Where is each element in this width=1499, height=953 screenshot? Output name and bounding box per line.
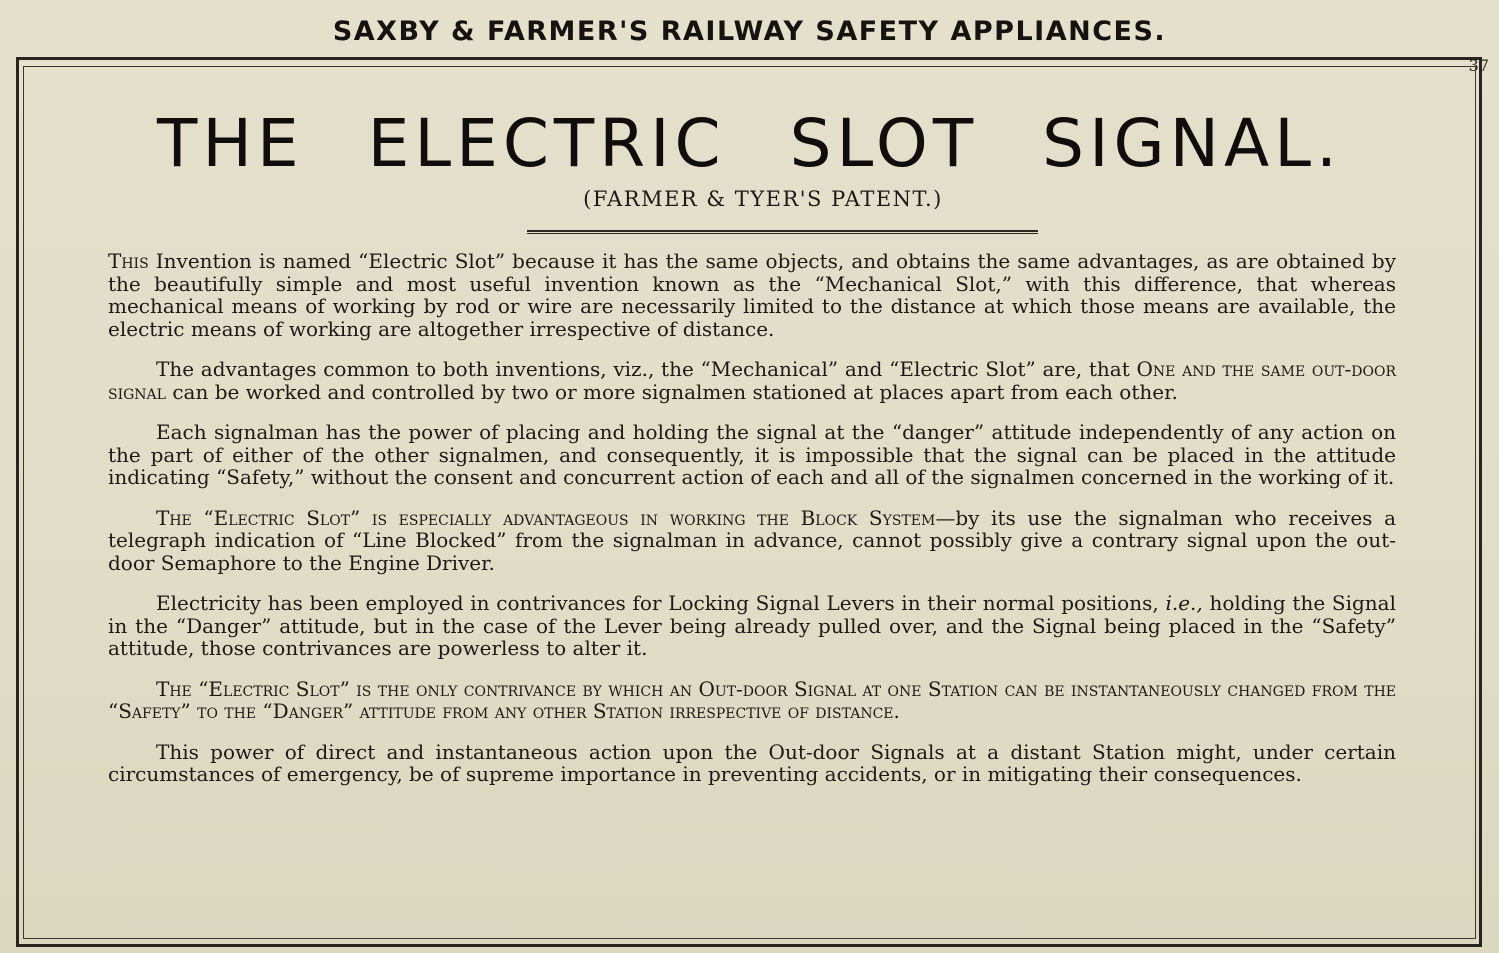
article-title: THE ELECTRIC SLOT SIGNAL. <box>157 105 1342 182</box>
paragraph-6 <box>108 678 1396 723</box>
emphasis-text: The “Electric Slot” is the only contrivance by which an Out-door Signal at one Station can be instantaneously changed from the “Safety” to the “Danger” attitude from any other Station irrespective of distance. <box>108 676 1396 723</box>
running-head: SAXBY & FARMER'S RAILWAY SAFETY APPLIANCES. <box>332 16 1167 47</box>
paragraph-2 <box>108 358 1396 403</box>
article-body <box>108 250 1396 804</box>
paragraph-text: can be worked and controlled by two or more signalmen stationed at places apart from each other. <box>165 379 1178 404</box>
paragraph-7 <box>108 741 1396 786</box>
emphasis-text: The “Electric Slot” is especially advantageous in working the Block System <box>156 505 936 530</box>
paragraph-text: holding the Signal in the “Danger” attitude, but in the case of the Lever being already pulled over, and the Signal being placed in the “Safety” attitude, those contrivances are powerless to alter it. <box>108 591 1396 660</box>
paragraph-text: —by its use the signalman who receives a telegraph indication of “Line Blocked” from the signalman in advance, cannot possibly give a contrary signal upon the out-door Semaphore to the Engine Driver. <box>108 505 1396 575</box>
paragraph-text: Invention is named “Electric Slot” because it has the same objects, and obtains the same advantages, as are obtained by the beautifully simple and most useful invention known as the “Mechanical Slot,” with this difference, that whereas mechanical means of working by rod or wire are necessarily limited to the distance at which those means are available, the electric means of working are altogether irrespective of distance. <box>108 249 1396 341</box>
lead-word: This <box>108 249 149 273</box>
paragraph-text: The advantages common to both inventions, viz., the “Mechanical” and “Electric Slot” are, that <box>156 357 1137 381</box>
paragraph-text: Electricity has been employed in contrivances for Locking Signal Levers in their normal positions, <box>156 591 1166 615</box>
page-number: 37 <box>1468 56 1489 75</box>
paragraph-3 <box>108 421 1396 489</box>
paragraph-1 <box>108 250 1396 340</box>
article-subtitle: (FARMER & TYER'S PATENT.) <box>583 187 943 211</box>
paragraph-text: Each signalman has the power of placing and holding the signal at the “danger” attitude independently of any action on the part of either of the other signalmen, and consequently, it is impossible that the signal can be placed in the attitude indicating “Safety,” without the consent and concurrent action of each and all of the signalmen concerned in the working of it. <box>108 420 1396 489</box>
paragraph-4 <box>108 507 1396 575</box>
paragraph-text: This power of direct and instantaneous action upon the Out-door Signals at a distant Station might, under certain circumstances of emergency, be of supreme importance in preventing accidents, or in mitigating their consequences. <box>108 739 1396 786</box>
title-rule <box>527 230 1038 234</box>
italic-text: i.e., <box>1165 591 1203 615</box>
paragraph-5 <box>108 592 1396 660</box>
emphasis-text: One and the same out-door signal <box>108 357 1396 404</box>
